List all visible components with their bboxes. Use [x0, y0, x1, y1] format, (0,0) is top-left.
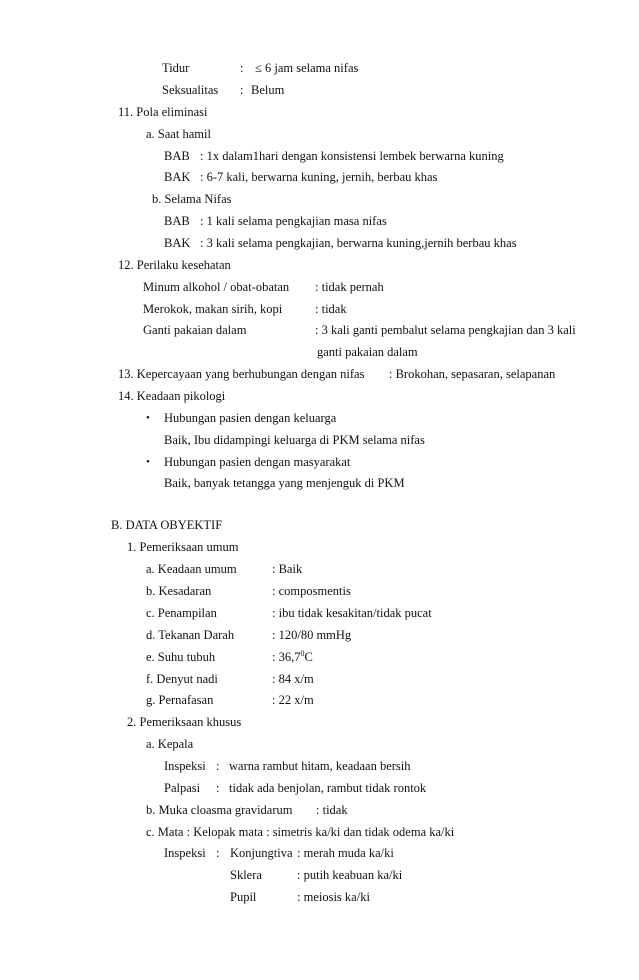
- section-12-title: 12. Perilaku kesehatan: [118, 258, 231, 272]
- hamil-bak-label: BAK: [164, 170, 191, 184]
- muka-value: : tidak: [316, 803, 348, 817]
- pemeriksaan-umum-title: 1. Pemeriksaan umum: [127, 540, 239, 554]
- psikologi-item-head: Hubungan pasien dengan keluarga: [164, 411, 337, 425]
- umum-item-label: a. Keadaan umum: [146, 562, 237, 576]
- saat-hamil-heading: a. Saat hamil: [146, 127, 211, 141]
- section-b-title: B. DATA OBYEKTIF: [111, 518, 223, 532]
- konjungtiva-value: : merah muda ka/ki: [297, 846, 394, 860]
- seksualitas-label: Seksualitas: [162, 83, 219, 97]
- mata-inspeksi-label: Inspeksi: [164, 846, 206, 860]
- tidur-label: Tidur: [162, 61, 190, 75]
- umum-item-value: : composmentis: [272, 584, 351, 598]
- kepala-inspeksi-label: Inspeksi: [164, 759, 206, 773]
- section-13-title: 13. Kepercayaan yang berhubungan dengan nifas: [118, 367, 365, 381]
- kepala-palpasi-value: tidak ada benjolan, rambut tidak rontok: [229, 781, 427, 795]
- sklera-value: : putih keabuan ka/ki: [297, 868, 403, 882]
- psikologi-item-head: Hubungan pasien dengan masyarakat: [164, 455, 351, 469]
- kepala-heading: a. Kepala: [146, 737, 194, 751]
- hamil-bak-value: : 6-7 kali, berwarna kuning, jernih, berbau khas: [200, 170, 438, 184]
- tidur-separator: :: [240, 61, 244, 75]
- bullet-icon: •: [146, 412, 150, 424]
- nifas-bab-value: : 1 kali selama pengkajian masa nifas: [200, 214, 387, 228]
- seksualitas-separator: :: [240, 83, 244, 97]
- perilaku-label: Minum alkohol / obat-obatan: [143, 280, 290, 294]
- perilaku-value-continued: ganti pakaian dalam: [317, 345, 418, 359]
- nifas-bak-label: BAK: [164, 236, 191, 250]
- pupil-value: : meiosis ka/ki: [297, 890, 370, 904]
- psikologi-item-detail: Baik, Ibu didampingi keluarga di PKM selama nifas: [164, 433, 425, 447]
- umum-item-value: : 84 x/m: [272, 672, 314, 686]
- seksualitas-value: Belum: [251, 83, 285, 97]
- umum-item-label: e. Suhu tubuh: [146, 650, 216, 664]
- muka-label: b. Muka cloasma gravidarum: [146, 803, 293, 817]
- umum-item-label: d. Tekanan Darah: [146, 628, 235, 642]
- perilaku-value: : 3 kali ganti pembalut selama pengkajian dan 3 kali: [315, 323, 576, 337]
- pupil-label: Pupil: [230, 890, 257, 904]
- tidur-value: ≤ 6 jam selama nifas: [255, 61, 359, 75]
- umum-item-label: c. Penampilan: [146, 606, 217, 620]
- mata-heading: c. Mata : Kelopak mata : simetris ka/ki dan tidak odema ka/ki: [146, 825, 455, 839]
- perilaku-label: Merokok, makan sirih, kopi: [143, 302, 283, 316]
- kepala-inspeksi-separator: :: [216, 759, 220, 773]
- section-11-title: 11. Pola eliminasi: [118, 105, 208, 119]
- pemeriksaan-khusus-title: 2. Pemeriksaan khusus: [127, 715, 242, 729]
- nifas-bak-value: : 3 kali selama pengkajian, berwarna kuning,jernih berbau khas: [200, 236, 517, 250]
- umum-item-value: : 120/80 mmHg: [272, 628, 352, 642]
- perilaku-value: : tidak pernah: [315, 280, 384, 294]
- sklera-label: Sklera: [230, 868, 262, 882]
- umum-item-label: g. Pernafasan: [146, 693, 214, 707]
- kepala-palpasi-separator: :: [216, 781, 220, 795]
- umum-item-value: : ibu tidak kesakitan/tidak pucat: [272, 606, 432, 620]
- section-14-title: 14. Keadaan pikologi: [118, 389, 226, 403]
- perilaku-label: Ganti pakaian dalam: [143, 323, 247, 337]
- perilaku-value: : tidak: [315, 302, 347, 316]
- kepala-inspeksi-value: warna rambut hitam, keadaan bersih: [229, 759, 411, 773]
- hamil-bab-value: : 1x dalam1hari dengan konsistensi lembek berwarna kuning: [200, 149, 504, 163]
- mata-inspeksi-separator: :: [216, 846, 220, 860]
- umum-item-label: f. Denyut nadi: [146, 672, 218, 686]
- konjungtiva-label: Konjungtiva: [230, 846, 293, 860]
- suhu-value: : 36,7$^0$C: [272, 648, 313, 664]
- umum-item-label: b. Kesadaran: [146, 584, 212, 598]
- umum-item-value: : 22 x/m: [272, 693, 314, 707]
- kepala-palpasi-label: Palpasi: [164, 781, 201, 795]
- hamil-bab-label: BAB: [164, 149, 190, 163]
- umum-item-value: : Baik: [272, 562, 303, 576]
- selama-nifas-heading: b. Selama Nifas: [152, 192, 232, 206]
- bullet-icon: •: [146, 456, 150, 468]
- section-13-value: : Brokohan, sepasaran, selapanan: [389, 367, 556, 381]
- psikologi-item-detail: Baik, banyak tetangga yang menjenguk di PKM: [164, 476, 405, 490]
- nifas-bab-label: BAB: [164, 214, 190, 228]
